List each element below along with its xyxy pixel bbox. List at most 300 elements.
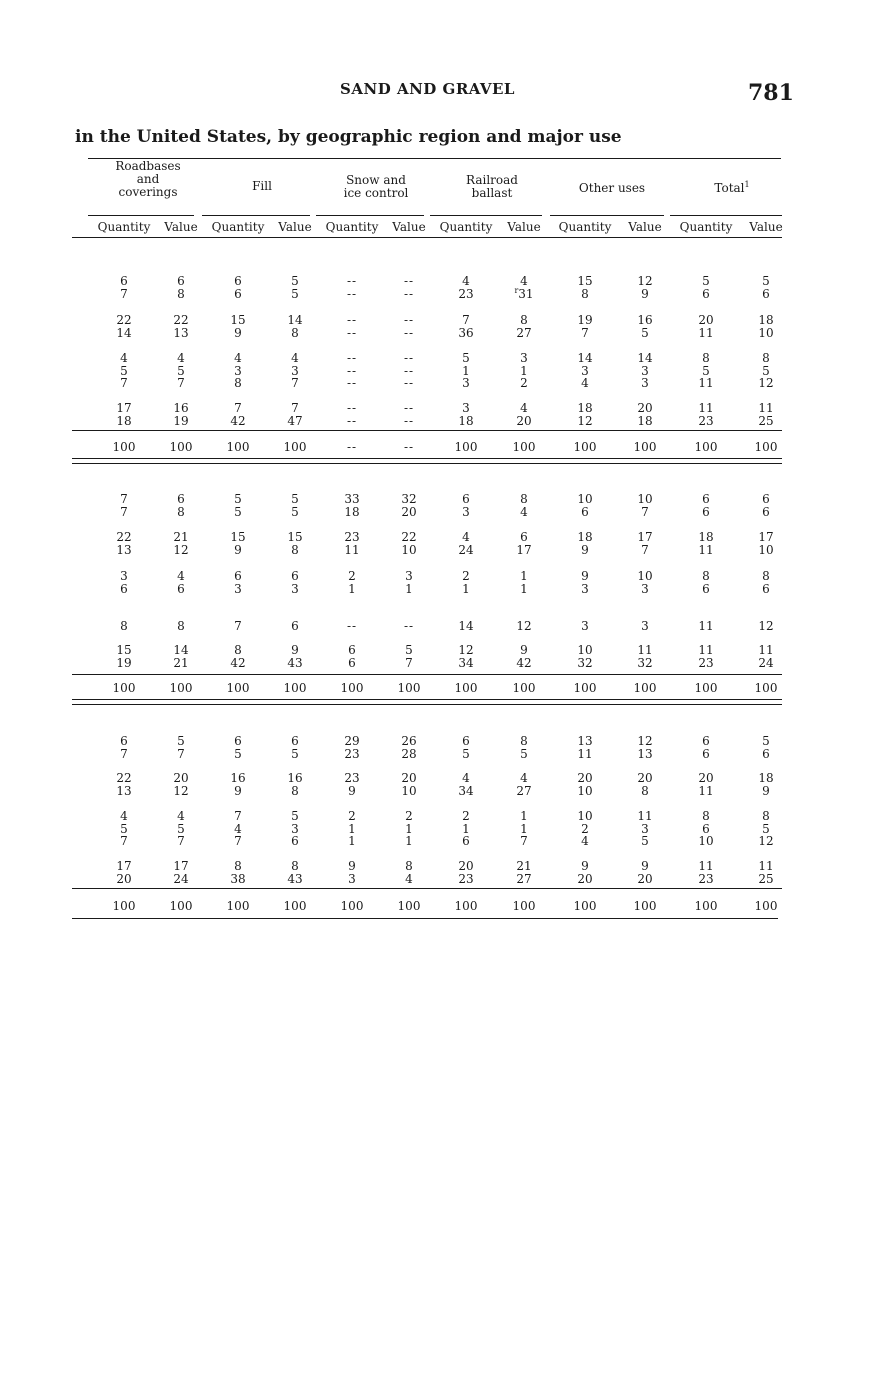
table-cell: 11 [637, 643, 653, 657]
table-cell: 13 [116, 783, 132, 798]
table-cell: 13 [637, 746, 653, 761]
table-cell: 8 [762, 809, 770, 823]
column-subheader-value: Value [507, 220, 541, 234]
table-cell: 13 [577, 734, 593, 748]
total-cell: 100 [283, 899, 307, 913]
table-cell: 10 [401, 542, 417, 557]
table-cell: 24 [458, 542, 474, 557]
table-cell: 19 [577, 313, 593, 327]
total-cell: 100 [283, 681, 307, 695]
table-cell: -- [403, 619, 415, 633]
table-cell: 14 [173, 643, 189, 657]
total-cell: 100 [754, 440, 778, 454]
table-cell: 5 [405, 643, 413, 657]
table-cell: 6 [234, 569, 242, 583]
column-group-fill [202, 180, 322, 193]
table-cell: 5 [291, 746, 299, 761]
table-cell: 3 [120, 569, 128, 583]
table-cell: 6 [177, 274, 185, 288]
table-cell: 17 [116, 859, 132, 873]
table-cell: 12 [758, 619, 774, 633]
table-cell: 8 [520, 492, 528, 506]
table-cell: -- [403, 286, 415, 301]
column-group-label-line: ballast [471, 186, 513, 200]
column-group-railroad [432, 174, 552, 200]
column-group-other [552, 182, 672, 195]
header-top-rule [88, 158, 781, 159]
table-cell: 6 [762, 504, 770, 519]
table-cell: 3 [462, 504, 470, 519]
table-cell: 5 [762, 363, 770, 378]
table-cell: 6 [291, 619, 299, 633]
table-cell: 27 [516, 783, 532, 798]
table-cell: 11 [577, 746, 593, 761]
table-cell: 6 [348, 643, 356, 657]
total-cell: 100 [226, 681, 250, 695]
table-cell: 9 [234, 783, 242, 798]
table-cell: 6 [177, 492, 185, 506]
table-cell: 5 [234, 492, 242, 506]
column-group-label-line: Fill [252, 179, 272, 193]
table-cell: 7 [120, 746, 128, 761]
table-cell: 5 [291, 286, 299, 301]
table-cell: 7 [291, 401, 299, 415]
table-cell: 20 [577, 771, 593, 785]
table-cell: 8 [520, 734, 528, 748]
table-cell: 32 [401, 492, 417, 506]
total-cell: 100 [226, 899, 250, 913]
table-cell: 3 [520, 351, 528, 365]
table-cell: 12 [637, 274, 653, 288]
table-cell: 32 [577, 655, 593, 670]
table-cell: 15 [116, 643, 132, 657]
table-cell: 1 [520, 821, 528, 836]
table-cell: 14 [287, 313, 303, 327]
table-cell: 2 [405, 809, 413, 823]
table-cell: 6 [291, 569, 299, 583]
table-cell: 1 [520, 363, 528, 378]
table-cell: 5 [762, 734, 770, 748]
table-cell: 18 [758, 771, 774, 785]
table-cell: 5 [291, 504, 299, 519]
table-cell: 8 [177, 504, 185, 519]
table-cell: 20 [698, 771, 714, 785]
column-group-roadbases [88, 160, 208, 199]
table-cell: 9 [348, 859, 356, 873]
table-cell: 19 [173, 413, 189, 428]
table-cell: 18 [458, 413, 474, 428]
table-cell: 9 [520, 643, 528, 657]
table-bottom-rule [72, 918, 778, 919]
table-cell: 4 [520, 401, 528, 415]
table-cell: 6 [702, 504, 710, 519]
table-cell: 4 [234, 351, 242, 365]
total-cell: 100 [397, 681, 421, 695]
table-cell: 20 [401, 771, 417, 785]
table-cell: 5 [462, 746, 470, 761]
table-cell: 18 [758, 313, 774, 327]
table-cell: 20 [698, 313, 714, 327]
column-subheader-value: Value [628, 220, 662, 234]
table-cell: 2 [520, 376, 528, 390]
table-cell: 7 [120, 376, 128, 390]
total-cell: 100 [633, 899, 657, 913]
table-cell: 5 [641, 325, 649, 340]
table-cell: 3 [641, 581, 649, 596]
table-cell: 3 [641, 619, 649, 633]
table-cell: 2 [348, 569, 356, 583]
table-cell: 12 [173, 783, 189, 798]
total-cell: 100 [454, 899, 478, 913]
total-cell: 100 [694, 681, 718, 695]
section-double-rule [72, 704, 782, 705]
column-group-snow [316, 174, 436, 200]
table-cell: -- [403, 363, 415, 378]
table-cell: 1 [520, 809, 528, 823]
table-cell: 5 [291, 274, 299, 288]
table-cell: 13 [173, 325, 189, 340]
table-cell: 18 [344, 504, 360, 519]
table-cell: 15 [577, 274, 593, 288]
table-cell: 11 [758, 401, 774, 415]
table-cell: 11 [758, 643, 774, 657]
table-cell: 8 [177, 619, 185, 633]
table-cell: 12 [173, 542, 189, 557]
table-cell: 6 [234, 286, 242, 301]
table-cell: 6 [762, 286, 770, 301]
table-cell: 2 [348, 809, 356, 823]
table-cell: 43 [287, 871, 303, 886]
column-subheader-quantity: Quantity [439, 220, 493, 234]
table-cell: 3 [641, 363, 649, 378]
table-cell: 12 [637, 734, 653, 748]
table-cell: 7 [177, 746, 185, 761]
table-cell: 7 [520, 834, 528, 848]
table-cell: 33 [344, 492, 360, 506]
table-cell: 18 [698, 530, 714, 544]
total-cell: 100 [340, 899, 364, 913]
table-cell: 20 [637, 401, 653, 415]
table-cell: -- [346, 325, 358, 340]
table-cell: 1 [462, 821, 470, 836]
table-cell: 17 [758, 530, 774, 544]
table-cell: 4 [581, 834, 589, 848]
total-cell: -- [346, 440, 358, 454]
table-cell: -- [403, 401, 415, 415]
table-cell: 6 [120, 274, 128, 288]
table-cell: 11 [698, 325, 714, 340]
total-cell: 100 [283, 440, 307, 454]
table-cell: 1 [520, 581, 528, 596]
column-subheader-value: Value [392, 220, 426, 234]
table-cell: 25 [758, 871, 774, 886]
table-cell: 8 [405, 859, 413, 873]
table-cell: 6 [234, 274, 242, 288]
table-cell: 4 [520, 274, 528, 288]
table-cell: 21 [173, 655, 189, 670]
table-cell: 9 [641, 859, 649, 873]
table-cell: 22 [401, 530, 417, 544]
table-cell: -- [403, 351, 415, 365]
table-cell: 8 [177, 286, 185, 301]
table-cell: 22 [173, 313, 189, 327]
table-cell: 5 [177, 734, 185, 748]
table-cell: 9 [581, 542, 589, 557]
table-cell: 5 [762, 821, 770, 836]
table-cell: 3 [581, 619, 589, 633]
total-cell: 100 [694, 440, 718, 454]
table-cell: 5 [120, 363, 128, 378]
column-subheader-value: Value [278, 220, 312, 234]
table-cell: -- [403, 376, 415, 390]
table-cell: 2 [581, 821, 589, 836]
table-cell: 18 [577, 401, 593, 415]
table-cell: 6 [702, 821, 710, 836]
table-cell: 36 [458, 325, 474, 340]
table-cell: 7 [177, 834, 185, 848]
total-cell: 100 [633, 440, 657, 454]
table-cell: 3 [581, 363, 589, 378]
table-cell: 7 [581, 325, 589, 340]
table-cell: 7 [462, 313, 470, 327]
table-cell: 11 [698, 859, 714, 873]
table-cell: 17 [173, 859, 189, 873]
table-cell: 4 [520, 504, 528, 519]
table-cell: 23 [698, 655, 714, 670]
table-cell: 8 [234, 643, 242, 657]
table-cell: 6 [291, 834, 299, 848]
table-cell: 4 [462, 274, 470, 288]
group-underline [550, 215, 664, 216]
table-cell: 29 [344, 734, 360, 748]
table-cell: 3 [234, 363, 242, 378]
table-cell: 14 [577, 351, 593, 365]
column-subheader-quantity: Quantity [97, 220, 151, 234]
group-underline [88, 215, 194, 216]
table-cell: 23 [344, 771, 360, 785]
table-cell: 5 [462, 351, 470, 365]
table-cell: 10 [758, 325, 774, 340]
table-cell: 7 [234, 619, 242, 633]
table-cell: 4 [405, 871, 413, 886]
table-cell: 4 [120, 351, 128, 365]
table-cell: 3 [348, 871, 356, 886]
total-cell: 100 [340, 681, 364, 695]
table-cell: 6 [702, 746, 710, 761]
table-cell: 6 [702, 734, 710, 748]
total-rule [72, 888, 782, 889]
table-cell: 6 [348, 655, 356, 670]
group-underline [670, 215, 782, 216]
table-cell: 43 [287, 655, 303, 670]
page-number: 781 [748, 80, 794, 106]
section-double-rule [72, 458, 782, 459]
table-cell: 24 [758, 655, 774, 670]
table-cell: 9 [762, 783, 770, 798]
table-cell: 3 [641, 821, 649, 836]
table-cell: 6 [702, 286, 710, 301]
table-cell: 9 [348, 783, 356, 798]
table-cell: 47 [287, 413, 303, 428]
column-subheader-quantity: Quantity [325, 220, 379, 234]
table-cell [499, 285, 549, 301]
table-cell: 8 [234, 376, 242, 390]
table-cell: 23 [344, 746, 360, 761]
table-cell: 5 [234, 504, 242, 519]
table-cell: 4 [177, 351, 185, 365]
table-cell: 42 [230, 655, 246, 670]
table-cell: 7 [120, 504, 128, 519]
total-cell: 100 [573, 681, 597, 695]
table-cell: 20 [637, 871, 653, 886]
table-cell: 6 [702, 581, 710, 596]
table-cell: 10 [698, 834, 714, 848]
total-cell: 100 [397, 899, 421, 913]
table-cell: 8 [702, 351, 710, 365]
table-cell: 11 [698, 619, 714, 633]
table-cell: 11 [698, 542, 714, 557]
table-cell: 27 [516, 871, 532, 886]
table-cell: 4 [234, 821, 242, 836]
column-group-label-line: Other uses [578, 181, 646, 195]
group-underline [202, 215, 310, 216]
table-cell: 4 [120, 809, 128, 823]
cell-value: 31 [518, 286, 534, 301]
column-group-label-line: Total$^1$ [714, 180, 750, 195]
table-cell: 15 [287, 530, 303, 544]
table-cell: 6 [581, 504, 589, 519]
table-cell: 7 [234, 809, 242, 823]
column-group-label-line: coverings [118, 185, 178, 199]
table-cell: 27 [516, 325, 532, 340]
table-cell: 8 [291, 859, 299, 873]
table-cell: 6 [462, 492, 470, 506]
table-cell: 6 [120, 581, 128, 596]
total-cell: 100 [454, 440, 478, 454]
table-cell: 23 [344, 530, 360, 544]
table-cell: 9 [291, 643, 299, 657]
group-underline [316, 215, 424, 216]
total-cell: 100 [169, 681, 193, 695]
table-cell: 8 [702, 569, 710, 583]
table-cell: 1 [462, 363, 470, 378]
column-subheader-quantity: Quantity [558, 220, 612, 234]
table-cell: 21 [173, 530, 189, 544]
table-cell: 5 [702, 363, 710, 378]
table-cell: 7 [120, 834, 128, 848]
table-cell: 10 [577, 783, 593, 798]
table-cell: 11 [344, 542, 360, 557]
table-cell: 8 [641, 783, 649, 798]
table-cell: 10 [637, 569, 653, 583]
table-cell: 3 [462, 401, 470, 415]
column-subheader-quantity: Quantity [679, 220, 733, 234]
table-cell: 9 [234, 542, 242, 557]
table-cell: 6 [520, 530, 528, 544]
column-subheader-value: Value [749, 220, 783, 234]
table-cell: 5 [641, 834, 649, 848]
table-cell: 18 [116, 413, 132, 428]
table-cell: 23 [458, 286, 474, 301]
table-cell: 10 [401, 783, 417, 798]
table-cell: 7 [120, 492, 128, 506]
table-cell: 10 [577, 643, 593, 657]
table-cell: -- [346, 274, 358, 288]
total-cell: 100 [454, 681, 478, 695]
total-cell: 100 [112, 899, 136, 913]
table-cell: 6 [120, 734, 128, 748]
table-cell: 5 [177, 363, 185, 378]
table-cell: 22 [116, 771, 132, 785]
table-cell: 11 [698, 783, 714, 798]
subheader-bottom-rule [72, 237, 782, 238]
table-cell: 3 [291, 581, 299, 596]
total-cell: 100 [512, 440, 536, 454]
table-cell: 2 [462, 569, 470, 583]
table-cell: -- [346, 401, 358, 415]
total-cell: 100 [694, 899, 718, 913]
group-underline [430, 215, 542, 216]
table-cell: 8 [291, 542, 299, 557]
table-cell: 1 [405, 821, 413, 836]
table-cell: 18 [637, 413, 653, 428]
total-cell: 100 [112, 681, 136, 695]
table-cell: 9 [234, 325, 242, 340]
table-cell: 8 [291, 325, 299, 340]
table-cell: 7 [291, 376, 299, 390]
table-cell: 12 [577, 413, 593, 428]
table-cell: 10 [758, 542, 774, 557]
total-cell: 100 [754, 899, 778, 913]
table-cell: 7 [234, 401, 242, 415]
table-cell: 5 [291, 809, 299, 823]
table-cell: 42 [230, 413, 246, 428]
table-cell: -- [403, 274, 415, 288]
table-cell: 4 [177, 809, 185, 823]
table-cell: 8 [762, 569, 770, 583]
table-cell: 25 [758, 413, 774, 428]
table-cell: 5 [702, 274, 710, 288]
column-group-total [672, 182, 792, 195]
table-cell: 22 [116, 313, 132, 327]
page-header-title: SAND AND GRAVEL [340, 80, 515, 98]
revised-marker: r [514, 285, 519, 295]
table-cell: 7 [405, 655, 413, 670]
table-cell: 5 [177, 821, 185, 836]
table-cell: 14 [116, 325, 132, 340]
table-cell: 20 [516, 413, 532, 428]
table-cell: -- [403, 325, 415, 340]
table-cell: 11 [698, 376, 714, 390]
table-cell: 5 [234, 746, 242, 761]
total-cell: 100 [512, 681, 536, 695]
table-cell: -- [403, 313, 415, 327]
total-cell: 100 [169, 899, 193, 913]
table-cell: 6 [462, 734, 470, 748]
footnote-marker: 1 [744, 180, 750, 189]
table-cell: 15 [230, 313, 246, 327]
table-cell: 3 [405, 569, 413, 583]
table-cell: 26 [401, 734, 417, 748]
table-cell: 7 [641, 542, 649, 557]
table-cell: 11 [637, 809, 653, 823]
table-cell: 4 [177, 569, 185, 583]
table-cell: 10 [577, 809, 593, 823]
table-cell: 4 [581, 376, 589, 390]
table-cell: 9 [641, 286, 649, 301]
table-cell: 5 [120, 821, 128, 836]
table-cell: 3 [291, 821, 299, 836]
